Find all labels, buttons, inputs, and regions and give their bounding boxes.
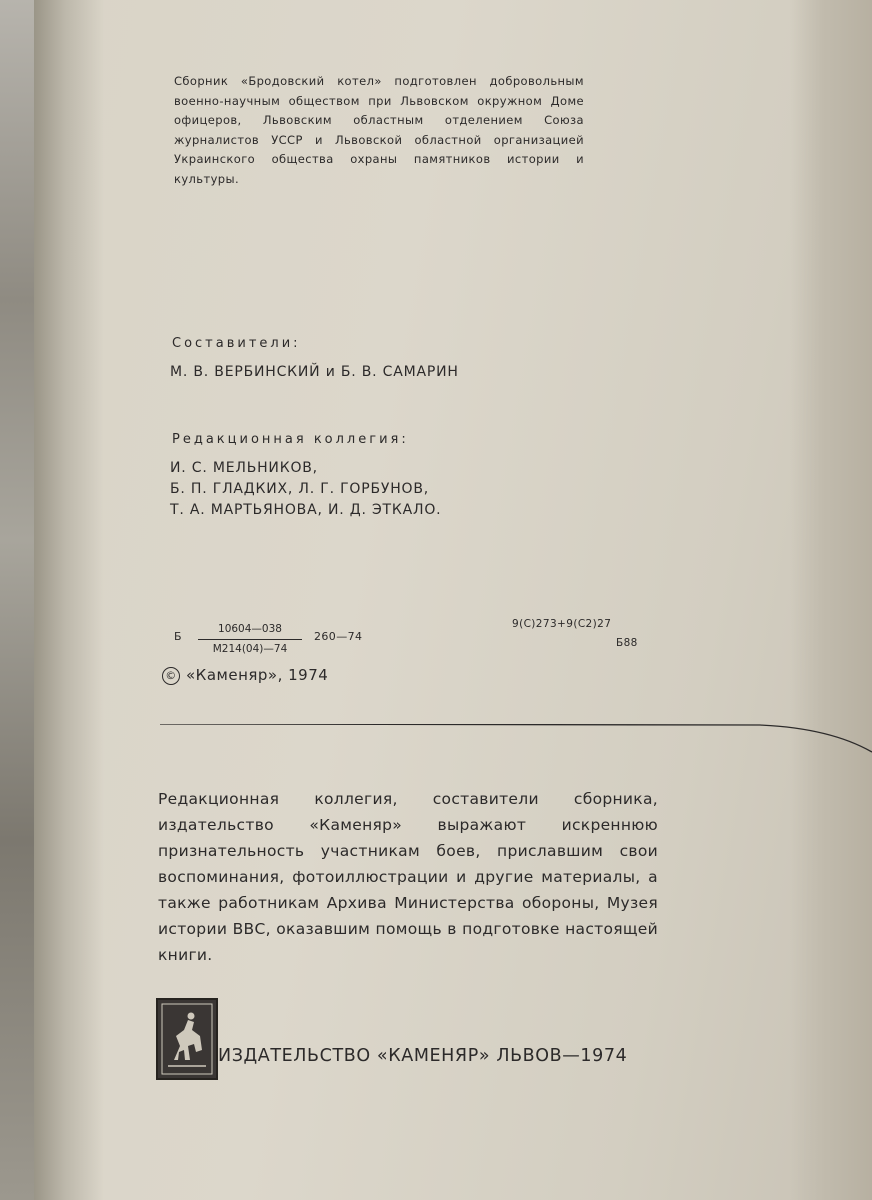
catalog-classification: 9(С)273+9(С2)27 bbox=[512, 618, 612, 630]
catalog-fraction bbox=[198, 620, 302, 658]
copyright-text: «Каменяр», 1974 bbox=[186, 666, 329, 684]
page-curl-shadow bbox=[790, 0, 872, 1200]
editorial-member-line: Б. П. ГЛАДКИХ, Л. Г. ГОРБУНОВ, bbox=[170, 481, 430, 497]
catalog-denominator: М214(04)—74 bbox=[212, 643, 288, 655]
editorial-board-label: Редакционная коллегия: bbox=[172, 432, 409, 447]
compilers-label: Составители: bbox=[172, 336, 301, 351]
intro-paragraph: Сборник «Бродовский котел» подготовлен добровольным военно-научным обществом при Львовском окружном Доме офицеров, Львовским областным отделением Союза журналистов УССР и Львовской областной организацией Украинского общества охраны памятников истории и культуры. bbox=[174, 74, 584, 186]
publisher-line: ИЗДАТЕЛЬСТВО «КАМЕНЯР» ЛЬВОВ—1974 bbox=[218, 1046, 628, 1066]
acknowledgment-paragraph: Редакционная коллегия, составители сборника, издательство «Каменяр» выражают искреннюю признательность участникам боев, приславшим свои воспоминания, фотоиллюстрации и другие материалы, а также работникам Архива Министерства обороны, Музея истории ВВС, оказавшим помощь в подготовке настоящей книги. bbox=[158, 790, 658, 964]
catalog-numerator: 10604—038 bbox=[198, 620, 302, 640]
adjacent-page-edge bbox=[0, 0, 38, 1200]
spine-shadow bbox=[34, 0, 104, 1200]
catalog-code: 260—74 bbox=[314, 630, 363, 643]
horse-rider-emblem-icon bbox=[158, 1000, 216, 1078]
publisher-logo bbox=[156, 998, 218, 1080]
copyright-line bbox=[162, 666, 328, 685]
editorial-member-line: И. С. МЕЛЬНИКОВ, bbox=[170, 460, 318, 476]
editorial-member-line: Т. А. МАРТЬЯНОВА, И. Д. ЭТКАЛО. bbox=[170, 502, 442, 518]
compilers-names: М. В. ВЕРБИНСКИЙ и Б. В. САМАРИН bbox=[170, 364, 459, 380]
catalog-author-mark: Б88 bbox=[616, 637, 638, 649]
copyright-symbol: © bbox=[162, 667, 180, 685]
catalog-letter: Б bbox=[174, 630, 182, 643]
